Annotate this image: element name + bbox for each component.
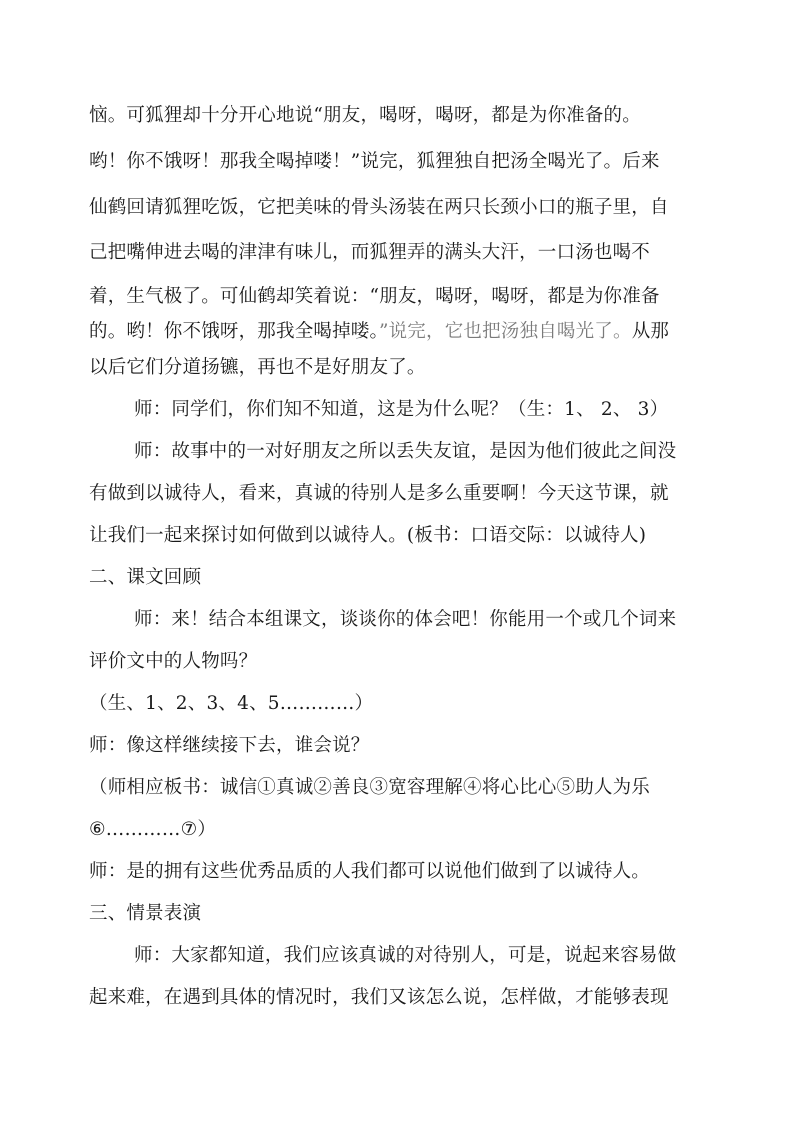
text-line: 哟！你不饿呀！那我全喝掉喽！”说完，狐狸独自把汤全喝光了。后来 [89,151,660,172]
text-line: 起来难，在遇到具体的情况时，我们又该怎么说，怎样做，才能够表现 [89,987,669,1008]
text-line: （师相应板书：诚信①真诚②善良③宽容理解④将心比心⑤助人为乐 [89,777,651,798]
text-line: 仙鹤回请狐狸吃饭，它把美味的骨头汤装在两只长颈小口的瓶子里，自 [89,197,669,218]
text-line [89,320,669,344]
text-line-tail: 从那 [631,321,670,342]
text-line-gray: ”说完，它也把汤独自喝光了。 [378,321,632,342]
section-heading: 三、情景表演 [89,903,202,924]
text-line: （生、1、2、3、4、5…………） [89,693,374,714]
text-line: 有做到以诚待人，看来，真诚的待别人是多么重要啊！今天这节课，就 [89,483,669,504]
text-line: 师：像这样继续接下去，谁会说？ [89,735,370,756]
text-line: ⑥…………⑦） [89,819,217,840]
text-line: 让我们一起来探讨如何做到以诚待人。(板书：口语交际：以诚待人) [89,525,647,546]
text-line: 师：是的拥有这些优秀品质的人我们都可以说他们做到了以诚待人。 [89,861,651,882]
text-line: 着，生气极了。可仙鹤却笑着说：“朋友，喝呀，喝呀，都是为你准备 [89,286,660,307]
section-heading: 二、课文回顾 [89,567,202,588]
text-line: 师：来！结合本组课文，谈谈你的体会吧！你能用一个或几个词来 [134,609,677,630]
text-line: 师：同学们，你们知不知道，这是为什么呢？（生：1、 2、 3） [134,399,669,420]
text-line: 师：故事中的一对好朋友之所以丢失友谊，是因为他们彼此之间没 [134,441,677,462]
text-line: 评价文中的人物吗？ [89,651,258,672]
text-line-main: 的。哟！你不饿呀，那我全喝掉喽。 [89,321,379,342]
text-line: 己把嘴伸进去喝的津津有味儿，而狐狸弄的满头大汗，一口汤也喝不 [89,242,651,263]
text-line: 师：大家都知道，我们应该真诚的对待别人，可是，说起来容易做 [134,945,677,966]
text-line: 以后它们分道扬镳，再也不是好朋友了。 [89,357,426,378]
text-line: 恼。可狐狸却十分开心地说“朋友，喝呀，喝呀，都是为你准备的。 [89,105,641,126]
